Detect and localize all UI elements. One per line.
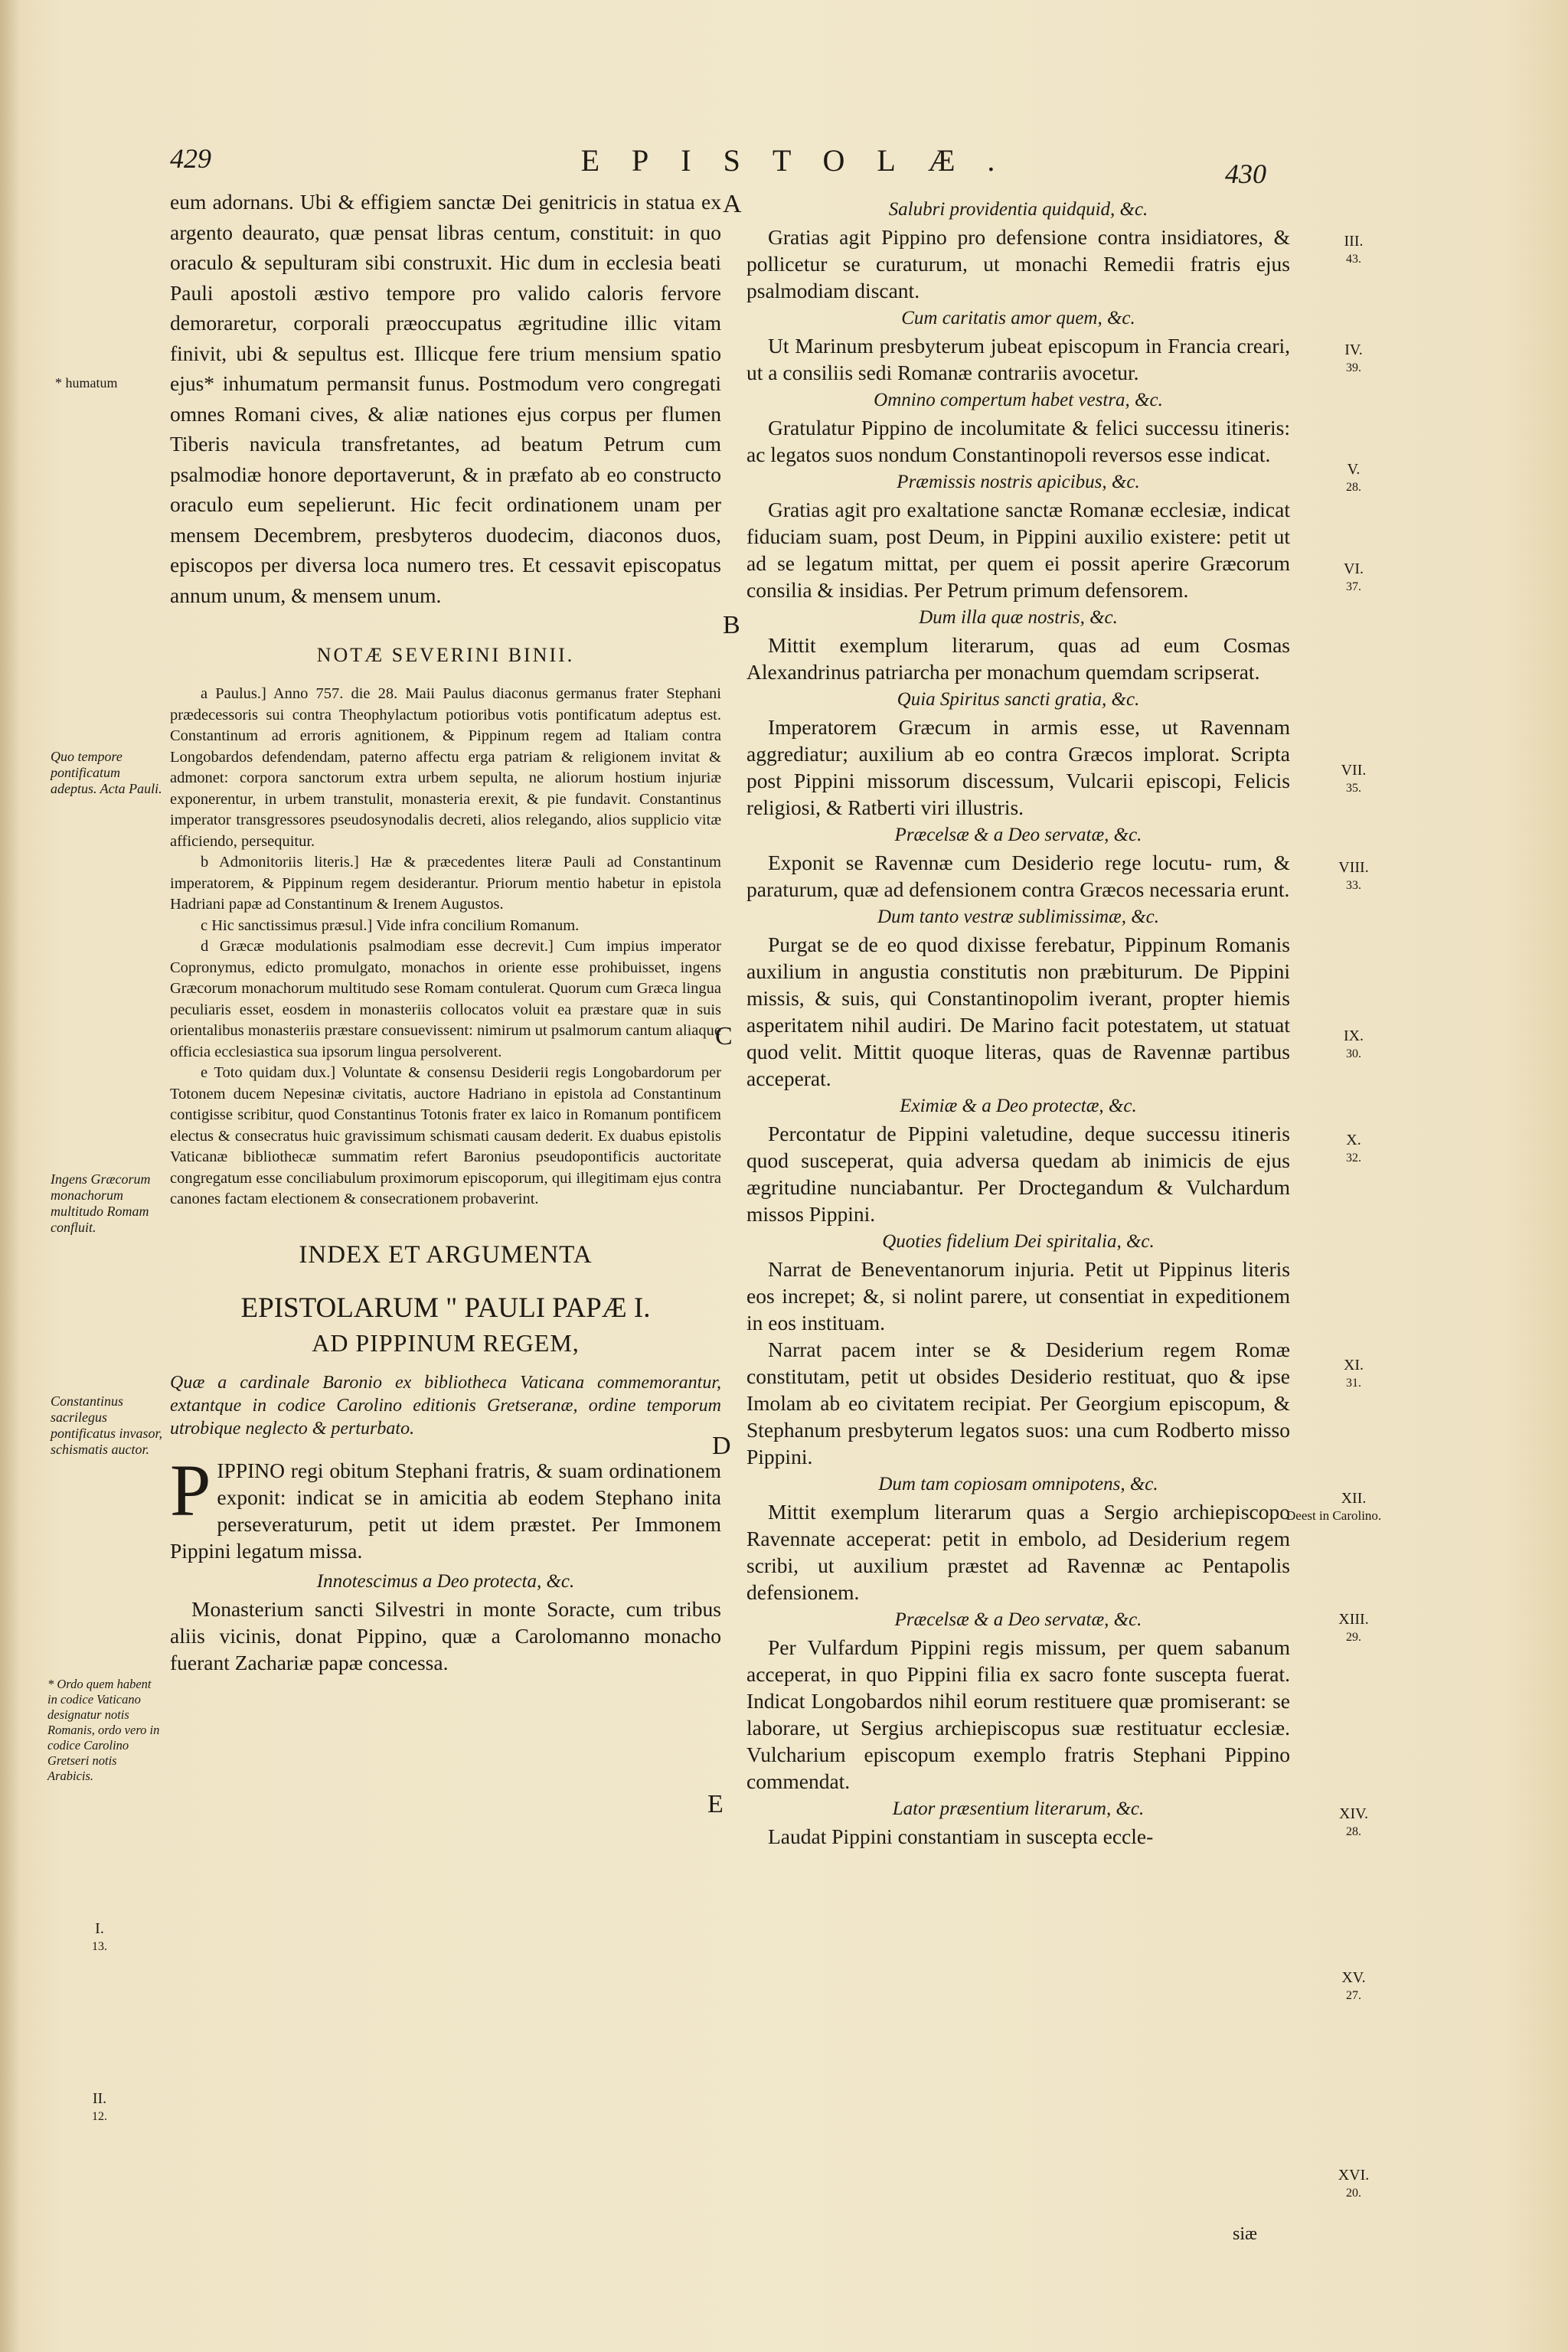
- notes-title: NOTÆ SEVERINI BINII.: [316, 644, 575, 666]
- entry-iv: [746, 305, 1290, 386]
- entry-incipit: Dum tanto vestræ sublimissimæ, &c.: [877, 906, 1160, 927]
- margin-ref-v: 28.: [1346, 481, 1361, 494]
- margin-ref-xv: 27.: [1346, 1989, 1361, 2002]
- entry-xiii: [746, 1336, 1290, 1470]
- entry-incipit: Quia Spiritus sancti gratia, &c.: [897, 689, 1140, 710]
- entry-text: Gratulatur Pippino de incolumitate & felici successu itineris: ac legatos suos nondum Constantinopoli reversos esse indicat.: [746, 416, 1290, 466]
- margin-ref-ix: 30.: [1346, 1047, 1361, 1060]
- entry-incipit: Omnino compertum habet vestra, &c.: [874, 390, 1163, 410]
- margin-ref-i: 13.: [92, 1940, 107, 1953]
- margin-ref-iv: 39.: [1346, 361, 1361, 374]
- margin-note-ordo: * Ordo quem habent in codice Vaticano designatur notis Romanis, ordo vero in codice Carolino Gretseri notis Arabicis.: [47, 1677, 160, 1783]
- page-number-right: 430: [1225, 158, 1266, 189]
- right-column: [746, 195, 1290, 1850]
- entry-ix: [746, 822, 1290, 903]
- left-column: [170, 187, 721, 1676]
- note-b: b Admonitoriis literis.] Hæ & præcedentes literæ Pauli ad Constantinum imperatorem, & Pippinum regem desiderantur. Priorum mentio habetur in epistola Hadriani papæ ad Constantinum & Irenem Augustos.: [170, 854, 721, 913]
- entry-incipit: Dum tam copiosam omnipotens, &c.: [878, 1474, 1158, 1494]
- entry-i: [170, 1449, 721, 1564]
- index-title: INDEX ET ARGUMENTA: [299, 1240, 593, 1269]
- entry-text: Monasterium sancti Silvestri in monte Soracte, cum tribus aliis vicinis, donat Pippino, quæ a Carolomanno monacho fuerant Zachariæ papæ concessa.: [170, 1596, 721, 1674]
- margin-number-xiv: XIV.: [1339, 1805, 1368, 1822]
- margin-number-ix: IX.: [1343, 1027, 1364, 1044]
- running-title: EPISTOLÆ.: [580, 143, 1027, 178]
- entry-viii: [746, 687, 1290, 821]
- margin-number-xi: XI.: [1343, 1357, 1364, 1374]
- entry-vi: [746, 469, 1290, 603]
- vita-text: [170, 187, 721, 610]
- index-subtitle: EPISTOLARUM " PAULI PAPÆ I.: [240, 1292, 651, 1324]
- entry-text: Mittit exemplum literarum, quas ad eum Cosmas Alexandrinus patriarcha per monachum quemdam scripserat.: [746, 633, 1290, 684]
- entry-incipit: Cum caritatis amor quem, &c.: [901, 308, 1135, 328]
- entry-xiv: [746, 1472, 1290, 1606]
- entry-text: Ut Marinum presbyterum jubeat episcopum in Francia creari, ut a consiliis sedi Romanæ contrariis avocetur.: [746, 334, 1290, 384]
- entry-incipit: Salubri providentia quidquid, &c.: [888, 199, 1148, 220]
- entry-vii: [746, 605, 1290, 685]
- margin-number-vi: VI.: [1343, 560, 1364, 577]
- margin-ref-xiv: 28.: [1346, 1825, 1361, 1838]
- page-number-left: 429: [170, 143, 211, 174]
- index-subtitle-2: AD PIPPINUM REGEM,: [312, 1328, 580, 1357]
- margin-ref-ii: 12.: [92, 2110, 107, 2123]
- margin-ref-viii: 33.: [1346, 879, 1361, 892]
- margin-number-ii: II.: [92, 2090, 107, 2107]
- entry-text: Gratias agit pro exaltatione sanctæ Romanæ ecclesiæ, indicat fiduciam suam, post Deum, in Pippini auxilio existere: petit ut ad se legatum mittat, per quem ei possit aperire Græcorum consilia & insidias. Per Petrum primum defensorem.: [746, 498, 1290, 602]
- margin-number-vii: VII.: [1341, 762, 1367, 779]
- margin-ref-vi: 37.: [1346, 580, 1361, 593]
- section-letter-a: A: [723, 190, 742, 218]
- entry-x: [746, 904, 1290, 1092]
- entry-xii: [746, 1229, 1290, 1336]
- entry-text: Percontatur de Pippini valetudine, deque successu itineris quod susceperat, quia adversa quedam ab inimicis de ejus ægritudine nunciabantur. Per Droctegandum & Vulchardum missos Pippini.: [746, 1122, 1290, 1226]
- entry-text: Laudat Pippini constantiam in suscepta eccle-: [768, 1824, 1154, 1848]
- entry-text: Per Vulfardum Pippini regis missum, per quem sabanum acceperat, in quo Pippini filia ex sacro fonte suscepta fuerat. Indicat Longobardos nihil eorum restituere quæ promiserant: se laborare, ut Sergius archiepiscopus suæ restituatur ecclesiæ. Vulcharium episcopum exemplo fratris Stephani Pippino commendat.: [746, 1635, 1290, 1793]
- entry-text: Narrat pacem inter se & Desiderium regem Romæ constitutam, petit ut obsides Desiderio restituat, quo & ipse Imolam ab eo civitatem recipiat. Per Georgium episcopum, & Stephanum presbyterum legatos suos: una cum Rodberto misso Pippini.: [746, 1338, 1290, 1468]
- margin-note-ingens: Ingens Græcorum monachorum multitudo Romam confluit.: [51, 1171, 151, 1235]
- section-letter-e: E: [707, 1790, 724, 1818]
- entry-incipit: Dum illa quæ nostris, &c.: [919, 607, 1118, 628]
- entry-text: Narrat de Beneventanorum injuria. Petit ut Pippinus literis eos increpet; &, si nolint parere, ut consentiat in expeditionem in eos instituam.: [746, 1257, 1290, 1334]
- margin-ref-vii: 35.: [1346, 782, 1361, 795]
- margin-number-xvi: XVI.: [1338, 2167, 1370, 2184]
- entry-text: Purgat se de eo quod dixisse ferebatur, Pippinum Romanis auxilium in angustia constitutis non præbiturum. De Pippini missis, & suis, qui Constantinopolim iverant, propter hiemis asperitatem nihil audiri. De Marino facit potestatem, ut statuat quod velit. Mittit quoque literas, quas de Ravennæ partibus acceperat.: [746, 933, 1290, 1090]
- entry-text: IPPINO regi obitum Stephani fratris, & suam ordinationem exponit: indicat se in amicitia ab eodem Stephano inita perseveraturum, petit ut idem præstet. Per Immonem Pippini legatum missa.: [170, 1458, 721, 1563]
- section-letter-b: B: [723, 611, 740, 639]
- margin-ref-xi: 31.: [1346, 1377, 1361, 1390]
- entry-iii: [746, 197, 1290, 304]
- index-description: Quæ a cardinale Baronio ex bibliotheca Vaticana commemorantur, extantque in codice Carolino editionis Gretseranæ, ordine temporum utrobique neglecto & perturbato.: [170, 1372, 721, 1439]
- entry-text: Gratias agit Pippino pro defensione contra insidiatores, & pollicetur se curaturum, ut monachi Remedii fratris ejus psalmodiam discant.: [746, 225, 1290, 302]
- entry-text: Mittit exemplum literarum quas a Sergio archiepiscopo Ravennate acceperat: petit in embolo, ad Desiderium regem scribi, ut auxilium præstet ad Ravennæ ac Pentapolis defensionem.: [746, 1500, 1290, 1604]
- entry-xvi: [746, 1796, 1290, 1850]
- margin-number-xii: XII.: [1341, 1490, 1367, 1507]
- margin-number-iii: III.: [1344, 233, 1364, 250]
- section-letter-d: D: [712, 1432, 731, 1460]
- margin-number-v: V.: [1347, 461, 1361, 478]
- entry-incipit: Quoties fidelium Dei spiritalia, &c.: [882, 1231, 1155, 1252]
- entry-incipit: Lator præsentium literarum, &c.: [892, 1798, 1145, 1819]
- margin-note-humatum: * humatum: [55, 375, 118, 390]
- note-c: c Hic sanctissimus præsul.] Vide infra concilium Romanum.: [201, 916, 580, 934]
- margin-ref-iii: 43.: [1346, 253, 1361, 266]
- catchword: siæ: [1233, 2224, 1258, 2244]
- entry-incipit: Innotescimus a Deo protecta, &c.: [316, 1570, 575, 1592]
- drop-cap: P: [170, 1449, 211, 1531]
- note-d: d Græcæ modulationis psalmodiam esse decrevit.] Cum impius imperator Copronymus, edicto promulgato, monachos in oriente esse prohibuisset, ingens Græcorum monachorum multitudo sese Romam contulerat. Quorum cum Græca lingua peculiaris esset, eosdem in monasteriis collocatos voluit ea præstare quæ in suis orientalibus monasteriis præstare consuevissent: nimirum ut psalmorum cantum aliaque officia ecclesiastica sua ipsorum lingua persolverent.: [170, 938, 721, 1060]
- section-letter-c: C: [715, 1022, 733, 1050]
- margin-note-constantinus: Constantinus sacrilegus pontificatus invasor, schismatis auctor.: [51, 1393, 163, 1457]
- entry-incipit: Eximiæ & a Deo protectæ, &c.: [900, 1096, 1137, 1116]
- margin-ref-xii: Deest in Carolino.: [1286, 1508, 1382, 1523]
- margin-ref-xiii: 29.: [1346, 1631, 1361, 1644]
- entry-v: [746, 387, 1290, 468]
- margin-number-iv: IV.: [1344, 341, 1363, 358]
- margin-number-viii: VIII.: [1338, 859, 1369, 876]
- entry-text: Exponit se Ravennæ cum Desiderio rege locutu- rum, & paraturum, quæ ad defensionem contra Græcos necessaria erunt.: [746, 851, 1290, 901]
- margin-number-xv: XV.: [1341, 1969, 1366, 1986]
- entry-incipit: Præmissis nostris apicibus, &c.: [897, 472, 1140, 492]
- margin-number-xiii: XIII.: [1338, 1611, 1369, 1628]
- margin-ref-xvi: 20.: [1346, 2187, 1361, 2200]
- margin-note-quo-tempore: Quo tempore pontificatum adeptus. Acta Pauli.: [51, 749, 162, 796]
- margin-number-x: X.: [1346, 1132, 1361, 1148]
- margin-ref-x: 32.: [1346, 1152, 1361, 1165]
- entry-xi: [746, 1093, 1290, 1227]
- entry-text: Imperatorem Græcum in armis esse, ut Ravennam aggrediatur; auxilium ab eo contra Græcos implorat. Scripta post Pippini missorum discessum, Vulcarii episcopi, Felicis religiosi, & Ratberti viri illustris.: [746, 715, 1290, 819]
- vita-paragraph: eum adornans. Ubi & effigiem sanctæ Dei genitricis in statua ex argento deaurato, quæ pensat libras centum, constituit: in quo oraculo & sepulturam sibi construxit. Hic dum in ecclesia beati Pauli apostoli æstivo tempore pro valido caloris fervore demoraretur, corporali præoccupatus ægritudine illic vitam finivit, ubi & sepultus est. Illicque fere trium mensium spatio ejus* inhumatum permansit funus. Postmodum vero congregati omnes Romani cives, & aliæ nationes ejus corpus per flumen Tiberis navicula transfretantes, ad beatum Petrum cum psalmodiæ honore deportaverunt, & in præfato ab eo constructo oraculo eum sepelierunt. Hic fecit ordinationem unam per mensem Decembrem, presbyteros duodecim, diaconos duos, episcopos per diversa loca numero tres. Et cessavit episcopatus annum unum, & mensem unum.: [170, 190, 721, 607]
- page-edge: [0, 0, 20, 2352]
- entry-incipit: Præcelsæ & a Deo servatæ, &c.: [894, 1609, 1142, 1630]
- margin-number-i: I.: [95, 1920, 104, 1937]
- note-e: e Toto quidam dux.] Voluntate & consensu Desiderii regis Longobardorum per Totonem ducem Nepesinæ civitatis, auctore Hadriano in epistola ad Constantinum contigisse scribitur, quod Constantinus Totonis frater ex laico in Romanum pontificem electus & consecratus huic gravissimum schismati causam dederit. Ex duabus epistolis Vaticanæ bibliothecæ summatim refert Baronius pseudopontificis auctoritate congregatum esse conciliabulum proximorum episcoporum, qui illegitimam ejus contra canones factam electionem & consecrationem probaverint.: [170, 1064, 721, 1207]
- entry-xv: [746, 1607, 1290, 1795]
- notes-block: [170, 684, 721, 1210]
- entry-incipit: Præcelsæ & a Deo servatæ, &c.: [894, 825, 1142, 845]
- note-a: a Paulus.] Anno 757. die 28. Maii Paulus diaconus germanus frater Stephani prædecessoris sui contra Theophylactum potioribus votis pontificatum adeptus est. Constantinum ad erroris agnitionem, & Pippinum regem ad Italiam contra Longobardos defendendam, paterno affectu erga patriam & religionem invitat & admonet: corpora sanctorum extra urbem sepulta, ne aliorum hostium injuriæ exponerentur, in urbem transtulit, monasteria erexit, & pie fundavit. Constantinus imperator transgressores pseudosynodalis decreti, alios relegando, alios supplicio vitæ afficiendo, persequitur.: [170, 685, 721, 850]
